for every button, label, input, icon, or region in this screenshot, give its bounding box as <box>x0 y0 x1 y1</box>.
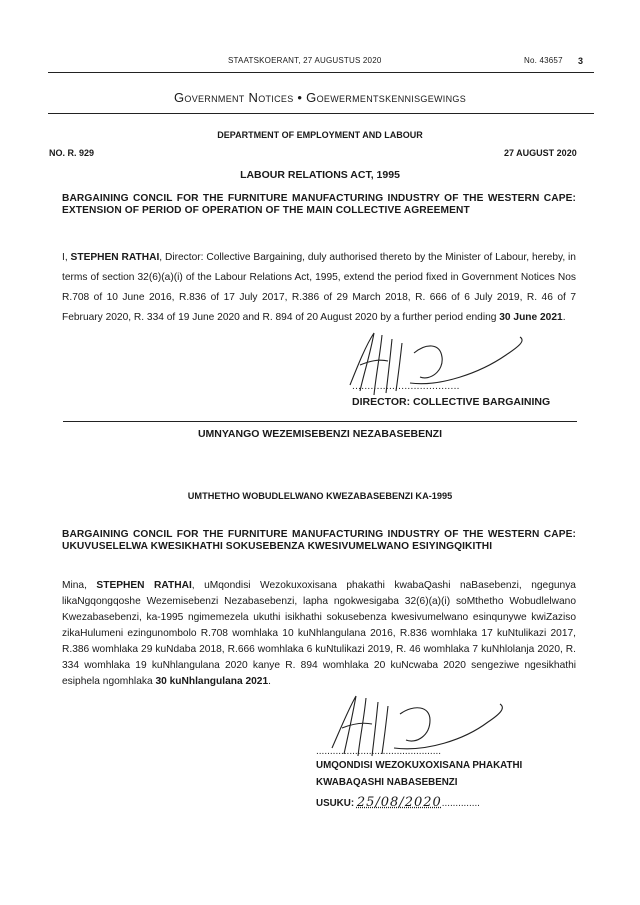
section-rule <box>48 113 594 114</box>
section-title: Government Notices • Goewermentskennisgewings <box>173 90 466 105</box>
act-title: LABOUR RELATIONS ACT, 1995 <box>240 169 400 181</box>
department-name: DEPARTMENT OF EMPLOYMENT AND LABOUR <box>217 130 423 140</box>
zulu-notice-body: Mina, STEPHEN RATHAI, uMqondisi Wezokuxoxisana phakathi kwabaQashi naBasebenzi, ngegunya likaNgqongqoshe Wezemisebenzi Nezabasebenzi, lapha ngokwesigaba 32(6)(a)(i) soMthetho Wobudlelwano Kwezabasebenzi, ka-1995 ngimemezela ukuthi isikhathi sokusebenza kwesivumelwano esinqunywe kwiZaziso zikaHulumeni ezingunombolo R.708 womhlaka 10 kuNhlangulana 2016, R.836 womhlaka 17 kuNtulikazi 2017, R.386 womhlaka 29 kuNdaba 2018, R.666 womhlaka 6 kuNtulikazi 2019, R. 46 womhlaka 7 kuNhlolanja 2020, R. 334 womhlaka 19 kuNhlangulana 2020 kanye R. 894 womhlaka 20 kuNcwaba 2020 sengeziwe ngesikhathi esiphela ngomhlaka 30 kuNhlangulana 2021. <box>62 580 576 687</box>
signatory-title: DIRECTOR: COLLECTIVE BARGAINING <box>352 396 551 408</box>
body-text: , Director: Collective Bargaining, duly authorised thereto by the Minister of Labour, hereby, in terms of section 32(6)(a)(i) of the Labour Relations Act, 1995, extend the period fixed in Government Notices Nos R.708 of 10 June 2016, R.836 of 17 July 2017, R.386 of 29 March 2018, R. 666 of 6 July 2019, R. 46 of 7 February 2020, R. 334 of 19 June 2020 and R. 894 of 20 August 2020 by a further period ending <box>62 252 576 323</box>
zulu-end-date: 30 kuNhlangulana 2021 <box>155 676 269 687</box>
zulu-signature-dots: ............................................. <box>316 746 442 757</box>
body-prefix: I, <box>62 252 71 263</box>
header-rule <box>48 72 594 73</box>
zulu-date-line <box>316 795 480 810</box>
signature-dots: ................................... <box>352 381 460 392</box>
zulu-date-label: USUKU: <box>316 798 355 809</box>
notice-date: 27 AUGUST 2020 <box>504 148 577 158</box>
notice-title: BARGAINING CONCIL FOR THE FURNITURE MANUFACTURING INDUSTRY OF THE WESTERN CAPE: EXTENSION OF PERIOD OF OPERATION OF THE MAIN COLLECTIVE AGREEMENT <box>62 193 576 216</box>
zulu-department-name: UMNYANGO WEZEMISEBENZI NEZABASEBENZI <box>197 428 443 440</box>
issue-number: No. 43657 <box>524 56 563 65</box>
zulu-signatory-line-2: KWABAQASHI NABASEBENZI <box>316 777 458 788</box>
zulu-date-value: 25/08/2020 <box>356 795 442 810</box>
zulu-signatory-line-1: UMQONDISI WEZOKUXOXISANA PHAKATHI <box>316 760 523 771</box>
gazette-date: STAATSKOERANT, 27 AUGUSTUS 2020 <box>228 56 382 65</box>
director-name: STEPHEN RATHAI <box>70 252 160 263</box>
notice-body: I, STEPHEN RATHAI, Director: Collective Bargaining, duly authorised thereto by the Minister of Labour, hereby, in terms of section 32(6)(a)(i) of the Labour Relations Act, 1995, extend the period fixed in Government Notices Nos R.708 of 10 June 2016, R.836 of 17 July 2017, R.386 of 29 March 2018, R. 666 of 6 July 2019, R. 46 of 7 February 2020, R. 334 of 19 June 2020 and R. 894 of 20 August 2020 by a further period ending 30 June 2021. <box>62 252 576 323</box>
page-number: 3 <box>578 56 584 66</box>
zulu-director-name: STEPHEN RATHAI <box>96 580 192 591</box>
end-date: 30 June 2021 <box>499 312 563 323</box>
zulu-act-title: UMTHETHO WOBUDLELWANO KWEZABASEBENZI KA-1995 <box>187 491 453 501</box>
zulu-date-dots: .............. <box>441 798 480 809</box>
notice-number: NO. R. 929 <box>49 148 95 158</box>
zulu-notice-title: BARGAINING CONCIL FOR THE FURNITURE MANUFACTURING INDUSTRY OF THE WESTERN CAPE: UKUVUSELELWA KWESIKHATHI SOKUSEBENZA KWESIVUMELWANO ESIYINGQIKITHI <box>62 529 576 552</box>
separator-rule <box>63 421 577 422</box>
